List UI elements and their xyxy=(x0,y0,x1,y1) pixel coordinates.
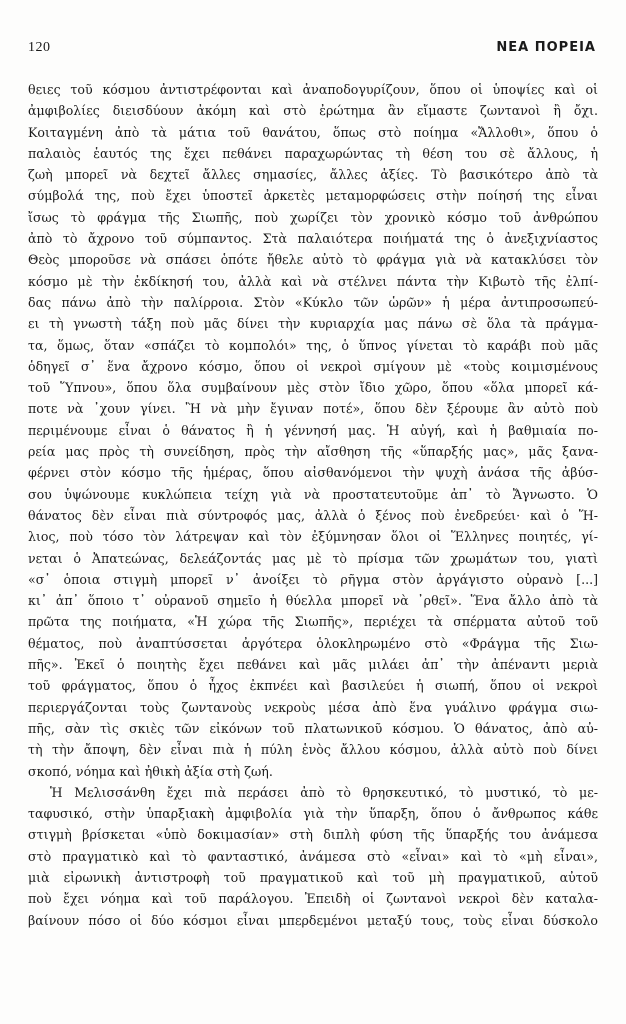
text-line: ταφυσικό, στὴν ὑπαρξιακὴ ἀμφιβολία γιὰ τὴν ὕπαρξη, ὅπου ὁ ἄνθρωπος κάθε xyxy=(28,806,598,822)
text-line: πρῶτα της ποιήματα, «Ἡ χώρα τῆς Σιωπῆς», περιέχει τὰ σπέρματα αὐτοῦ τοῦ xyxy=(28,614,598,630)
running-title: ΝΕΑ ΠΟΡΕΙΑ xyxy=(496,40,596,55)
text-line: κόσμο μὲ τὴν ἐκδίκησή του, ἀλλὰ καὶ νὰ στέλνει πάντα τὴν Κιβωτὸ τῆς ἐλπί- xyxy=(28,273,598,289)
text-line: ποτε νὰ ᾿χουν γίνει. Ἢ νὰ μὴν ἔγιναν ποτέ», ὅπου δὲν ξέρουμε ἂν αὐτὸ ποὺ xyxy=(28,401,598,417)
body-text xyxy=(28,79,598,931)
text-line: φέρνει στὸν κόσμο τῆς ἡμέρας, ὅπου αἰσθανόμενοι τὴν ψυχὴ ἀνάσα τῆς ἀβύσ- xyxy=(28,465,598,481)
text-line: μιὰ εἰρωνικὴ ἀντιστροφὴ τοῦ πραγματικοῦ καὶ τοῦ μὴ πραγματικοῦ, αὐτοῦ xyxy=(28,869,598,885)
text-line: λιος, ποὺ τόσο τὸν λάτρεψαν καὶ τὸν ἐξύμνησαν ὅλοι οἱ Ἕλληνες ποιητές, γί- xyxy=(28,529,598,545)
text-line: θάνατος δὲν εἶναι πιὰ σύντροφός μας, ἀλλὰ ὁ ξένος ποὺ ἐνεδρεύει· καὶ ὁ Ἥ- xyxy=(28,507,598,523)
text-line: «σ᾿ ὁποια στιγμὴ μπορεῖ ν᾿ ἀνοίξει τὸ ρῆγμα στὸν ἀργάγιστο οὐρανὸ [...] xyxy=(28,571,598,587)
page-header xyxy=(28,40,596,62)
text-line: ρεία μας πρὸς τὴ συνείδηση, πρὸς τὴν αἴσθηση τῆς «ὕπαρξής μας», μᾶς ξανα- xyxy=(28,444,598,460)
text-line: βαίνουν πόσο οἱ δύο κόσμοι εἶναι μπερδεμένοι μεταξύ τους, τοὺς εἶναι δύσκολο xyxy=(28,912,598,928)
text-line: δας πάνω ἀπὸ τὴν παλίρροια. Στὸν «Κύκλο τῶν ὡρῶν» ἡ μέρα ἀντιπροσωπεύ- xyxy=(28,294,598,310)
text-line: σύμβολά της, ποὺ ἔχει ὑποστεῖ ἀρκετὲς μεταμορφώσεις στὴν ποίησή της εἶναι xyxy=(28,188,598,204)
text-line: παλαιὸς ἑαυτός της ἔχει πεθάνει παραχωρώντας τὴ θέση του σὲ ἄλλους, ἡ xyxy=(28,145,598,161)
text-line: πῆς, σὰν τὶς σκιὲς τῶν εἰκόνων τοῦ πλατωνικοῦ κόσμου. Ὁ θάνατος, ἀπὸ αὐ- xyxy=(28,720,598,736)
text-line: περιμένουμε εἶναι ὁ θάνατος ἢ ἡ γέννησή μας. Ἡ αὐγή, καὶ ἡ βαθμιαία πο- xyxy=(28,422,598,438)
text-line: τοῦ Ὕπνου», ὅπου ὅλα συμβαίνουν μὲς στὸν ἴδιο χῶρο, ὅπου «ὅλα μπορεῖ κά- xyxy=(28,380,598,396)
text-line: ἴσως τὸ φράγμα τῆς Σιωπῆς, ποὺ χωρίζει τὸν χρονικὸ κόσμο τοῦ ἀνθρώπου xyxy=(28,209,598,225)
text-line: στιγμὴ βρίσκεται «ὑπὸ δοκιμασίαν» στὴ διπλὴ φύση τῆς ὕπαρξής του ἀνάμεσα xyxy=(28,827,598,843)
text-line: τὴ τὴν ἄποψη, δὲν εἶναι πιὰ ἡ πύλη ἑνὸς ἄλλου κόσμου, ἀλλὰ αὐτὸ ποὺ δίνει xyxy=(28,742,598,758)
text-line: Κοιταγμένη ἀπὸ τὰ μάτια τοῦ θανάτου, ὅπως στὸ ποίημα «Ἄλλοθι», ὅπου ὁ xyxy=(28,124,598,140)
text-line: θέματος, ποὺ ἀναπτύσσεται ἀργότερα ὁλοκληρωμένο στὸ «Φράγμα τῆς Σιω- xyxy=(28,635,598,651)
text-line: ὁδηγεῖ σ᾿ ἕνα ἄχρονο κόσμο, ὅπου οἱ νεκροὶ σμίγουν μὲ «τοὺς κοιμισμένους xyxy=(28,358,598,374)
text-line: κι᾿ ἀπ᾿ ὅποιο τ᾿ οὐρανοῦ σημεῖο ἡ θύελλα μπορεῖ νὰ ᾿ρθεῖ». Ἕνα ἄλλο ἀπὸ τὰ xyxy=(28,593,598,609)
paragraph-end-line: σκοπό, νόημα καὶ ἠθικὴ ἀξία στὴ ζωή. xyxy=(28,763,273,779)
text-line: στὸ πραγματικὸ καὶ τὸ φανταστικό, ἀνάμεσα στὸ «εἶναι» καὶ τὸ «μὴ εἶναι», xyxy=(28,848,598,864)
text-line: νεται ὁ Ἀπατεώνας, δελεάζοντάς μας μὲ τὸ πρίσμα τῶν χρωμάτων του, γιατὶ xyxy=(28,550,598,566)
text-line: σου ὑψώνουμε κυκλώπεια τείχη γιὰ νὰ προστατευτοῦμε ἀπ᾿ τὸ Ἄγνωστο. Ὁ xyxy=(28,486,598,502)
text-line: ἀπὸ τὸ ἄχρονο τοῦ σύμπαντος. Στὰ παλαιότερα ποιήματά της ὁ ἀνεξιχνίαστος xyxy=(28,231,598,247)
text-line: ζωὴ μπορεῖ νὰ δεχτεῖ ἄλλες σημασίες, ἄλλες ἀξίες. Τὸ βασικότερο ἀπὸ τὰ xyxy=(28,167,598,183)
text-line: τα, ὅμως, ὅταν «σπάζει τὸ κομπολόι» της, ὁ ὕπνος γίνεται τὸ καράβι ποὺ μᾶς xyxy=(28,337,598,353)
text-line: τοῦ φράγματος, ὅπου ὁ ἦχος ἐκπνέει καὶ βασιλεύει ἡ σιωπή, ὅπου οἱ νεκροὶ xyxy=(28,678,598,694)
text-line: περιεργάζονται τοὺς ζωντανοὺς νεκροὺς μέσα ἀπὸ ἕνα γυάλινο φράγμα σιω- xyxy=(28,699,598,715)
text-line: ει τὴ γνωστὴ τάξη ποὺ μᾶς δίνει τὴν κυριαρχία μας πάνω σὲ ὅλα τὰ πράγμα- xyxy=(28,316,598,332)
text-line: θειες τοῦ κόσμου ἀντιστρέφονται καὶ ἀναποδογυρίζουν, ὅπου οἱ ὑποψίες καὶ οἱ xyxy=(28,82,598,97)
page-number: 120 xyxy=(28,40,51,55)
text-line: ἀμφιβολίες διεισδύουν ἀκόμη καὶ στὸ ἐρώτημα ἂν εἴμαστε ζωντανοὶ ἢ ὄχι. xyxy=(28,103,598,119)
paragraph-start-line: Ἡ Μελισσάνθη ἔχει πιὰ περάσει ἀπὸ τὸ θρησκευτικό, τὸ μυστικό, τὸ με- xyxy=(50,784,598,800)
text-line: πῆς». Ἐκεῖ ὁ ποιητὴς ἔχει πεθάνει καὶ μᾶς μιλάει ἀπ᾿ τὴν ἀπέναντι μεριὰ xyxy=(28,657,598,673)
text-line: Θεὸς μποροῦσε νὰ σπάσει ὁπότε ἤθελε αὐτὸ τὸ φράγμα γιὰ νὰ κατακλύσει τὸν xyxy=(28,252,598,268)
text-line: ποὺ ἔχει νόημα καὶ τοῦ παράλογου. Ἐπειδὴ οἱ ζωντανοὶ νεκροὶ δὲν καταλα- xyxy=(28,891,598,907)
